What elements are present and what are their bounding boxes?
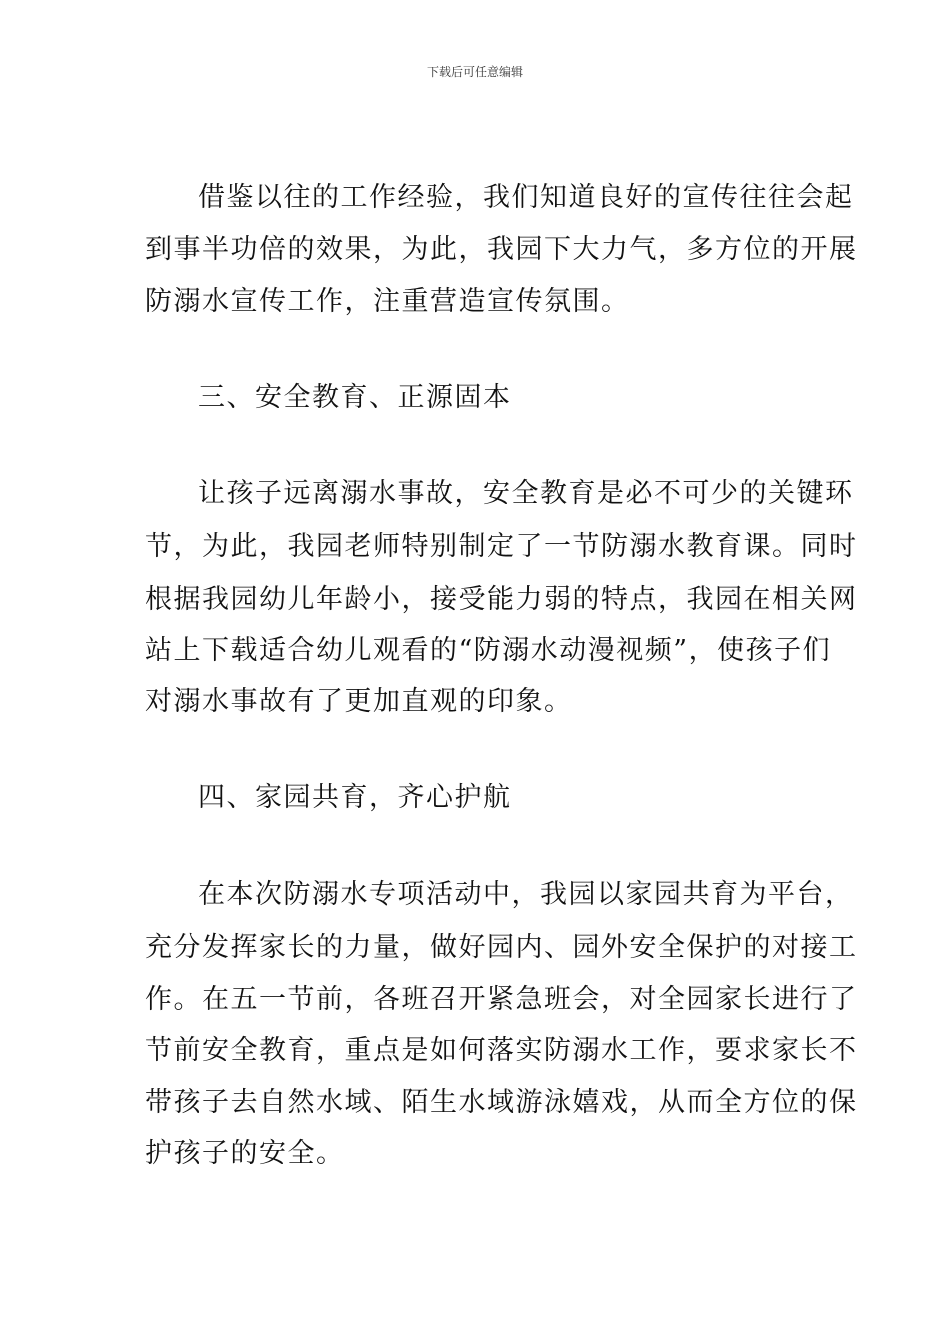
paragraph-1-line-2: 到事半功倍的效果，为此，我园下大力气，多方位的开展 [145, 234, 858, 265]
paragraph-3-line-6: 护孩子的安全。 [145, 1138, 345, 1169]
paragraph-1-line-1: 借鉴以往的工作经验，我们知道良好的宣传往往会起 [198, 182, 854, 213]
paragraph-3-line-3: 作。在五一节前，各班召开紧急班会，对全园家长进行了 [145, 984, 858, 1015]
paragraph-1-line-3: 防溺水宣传工作，注重营造宣传氛围。 [145, 286, 630, 317]
paragraph-3-line-1: 在本次防溺水专项活动中，我园以家园共育为平台， [198, 879, 854, 910]
paragraph-2-line-1: 让孩子远离溺水事故，安全教育是必不可少的关键环 [198, 478, 854, 509]
paragraph-2-line-5: 对溺水事故有了更加直观的印象。 [145, 686, 573, 717]
paragraph-3-line-4: 节前安全教育，重点是如何落实防溺水工作，要求家长不 [145, 1035, 858, 1066]
paragraph-2-line-4: 站上下载适合幼儿观看的“防溺水动漫视频”，使孩子们 [145, 635, 832, 666]
paragraph-2-line-2: 节，为此，我园老师特别制定了一节防溺水教育课。同时 [145, 531, 858, 562]
paragraph-3-line-5: 带孩子去自然水域、陌生水域游泳嬉戏，从而全方位的保 [145, 1087, 858, 1118]
paragraph-2-line-3: 根据我园幼儿年龄小，接受能力弱的特点，我园在相关网 [145, 584, 858, 615]
section-heading-4: 四、家园共育，齐心护航 [198, 782, 512, 813]
paragraph-3-line-2: 充分发挥家长的力量，做好园内、园外安全保护的对接工 [145, 932, 858, 963]
page-header: 下载后可任意编辑 [426, 65, 523, 79]
section-heading-3: 三、安全教育、正源固本 [198, 382, 512, 413]
